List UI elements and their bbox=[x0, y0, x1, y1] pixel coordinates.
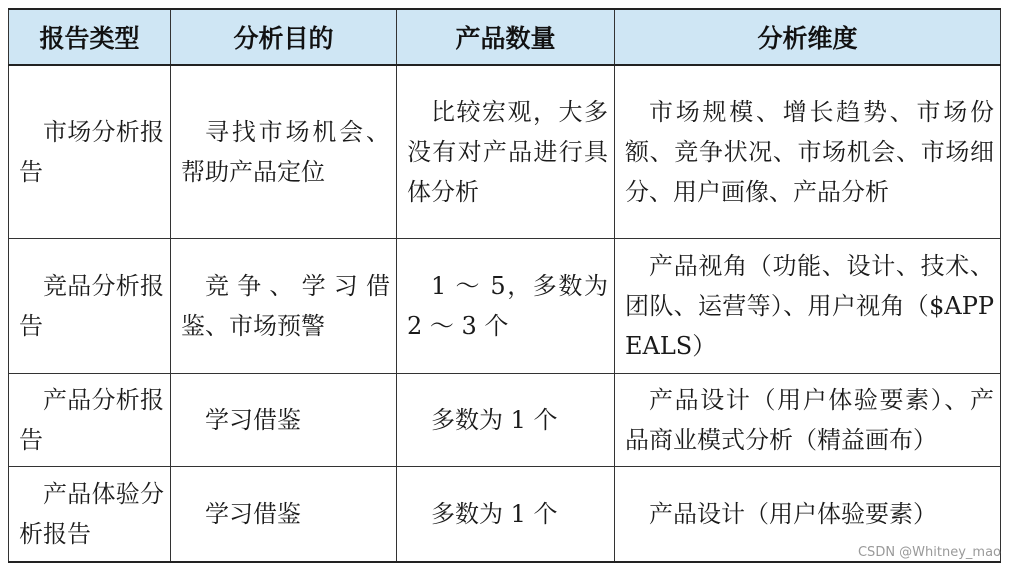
cell-text: 产品设计（用户体验要素）、产品商业模式分析（精益画布） bbox=[625, 386, 994, 454]
header-analysis-purpose: 分析目的 bbox=[171, 9, 397, 65]
cell-analysis-purpose bbox=[171, 374, 397, 467]
cell-text: 多数为 1 个 bbox=[431, 500, 558, 528]
cell-text: 寻找市场机会、帮助产品定位 bbox=[181, 118, 390, 186]
cell-text: 产品视角（功能、设计、技术、团队、运营等）、用户视角（$APPEALS） bbox=[625, 252, 994, 360]
cell-analysis-purpose bbox=[171, 467, 397, 563]
header-row bbox=[9, 9, 1001, 65]
cell-product-count bbox=[397, 374, 615, 467]
cell-text: 市场规模、增长趋势、市场份额、竞争状况、市场机会、市场细分、用户画像、产品分析 bbox=[625, 98, 994, 206]
cell-text: 市场分析报告 bbox=[19, 118, 164, 186]
cell-report-type bbox=[9, 374, 171, 467]
cell-text: 产品分析报告 bbox=[19, 386, 164, 454]
cell-report-type bbox=[9, 239, 171, 374]
cell-report-type bbox=[9, 65, 171, 239]
table-row bbox=[9, 65, 1001, 239]
header-product-count: 产品数量 bbox=[397, 9, 615, 65]
cell-text: 1 ～ 5，多数为 2 ～ 3 个 bbox=[407, 272, 608, 340]
cell-text: 学习借鉴 bbox=[205, 500, 301, 528]
cell-analysis-dimension bbox=[615, 239, 1001, 374]
table-row bbox=[9, 239, 1001, 374]
cell-analysis-purpose bbox=[171, 239, 397, 374]
table-header bbox=[9, 9, 1001, 65]
cell-text: 竞品分析报告 bbox=[19, 272, 164, 340]
cell-text: 产品体验分析报告 bbox=[19, 480, 164, 548]
header-report-type: 报告类型 bbox=[9, 9, 171, 65]
cell-analysis-dimension bbox=[615, 65, 1001, 239]
cell-text: 多数为 1 个 bbox=[431, 406, 558, 434]
watermark: CSDN @Whitney_mao bbox=[857, 545, 1001, 560]
cell-analysis-dimension bbox=[615, 374, 1001, 467]
cell-text: 比较宏观，大多没有对产品进行具体分析 bbox=[407, 98, 608, 206]
table-row bbox=[9, 467, 1001, 563]
cell-report-type bbox=[9, 467, 171, 563]
cell-text: 竞争、学习借鉴、市场预警 bbox=[181, 272, 390, 340]
header-analysis-dimension: 分析维度 bbox=[615, 9, 1001, 65]
cell-product-count bbox=[397, 239, 615, 374]
report-types-table bbox=[8, 8, 1001, 563]
cell-text: 学习借鉴 bbox=[205, 406, 301, 434]
cell-product-count bbox=[397, 467, 615, 563]
cell-product-count bbox=[397, 65, 615, 239]
cell-analysis-purpose bbox=[171, 65, 397, 239]
table-body bbox=[9, 65, 1001, 562]
table-row bbox=[9, 374, 1001, 467]
cell-text: 产品设计（用户体验要素） bbox=[649, 500, 937, 528]
